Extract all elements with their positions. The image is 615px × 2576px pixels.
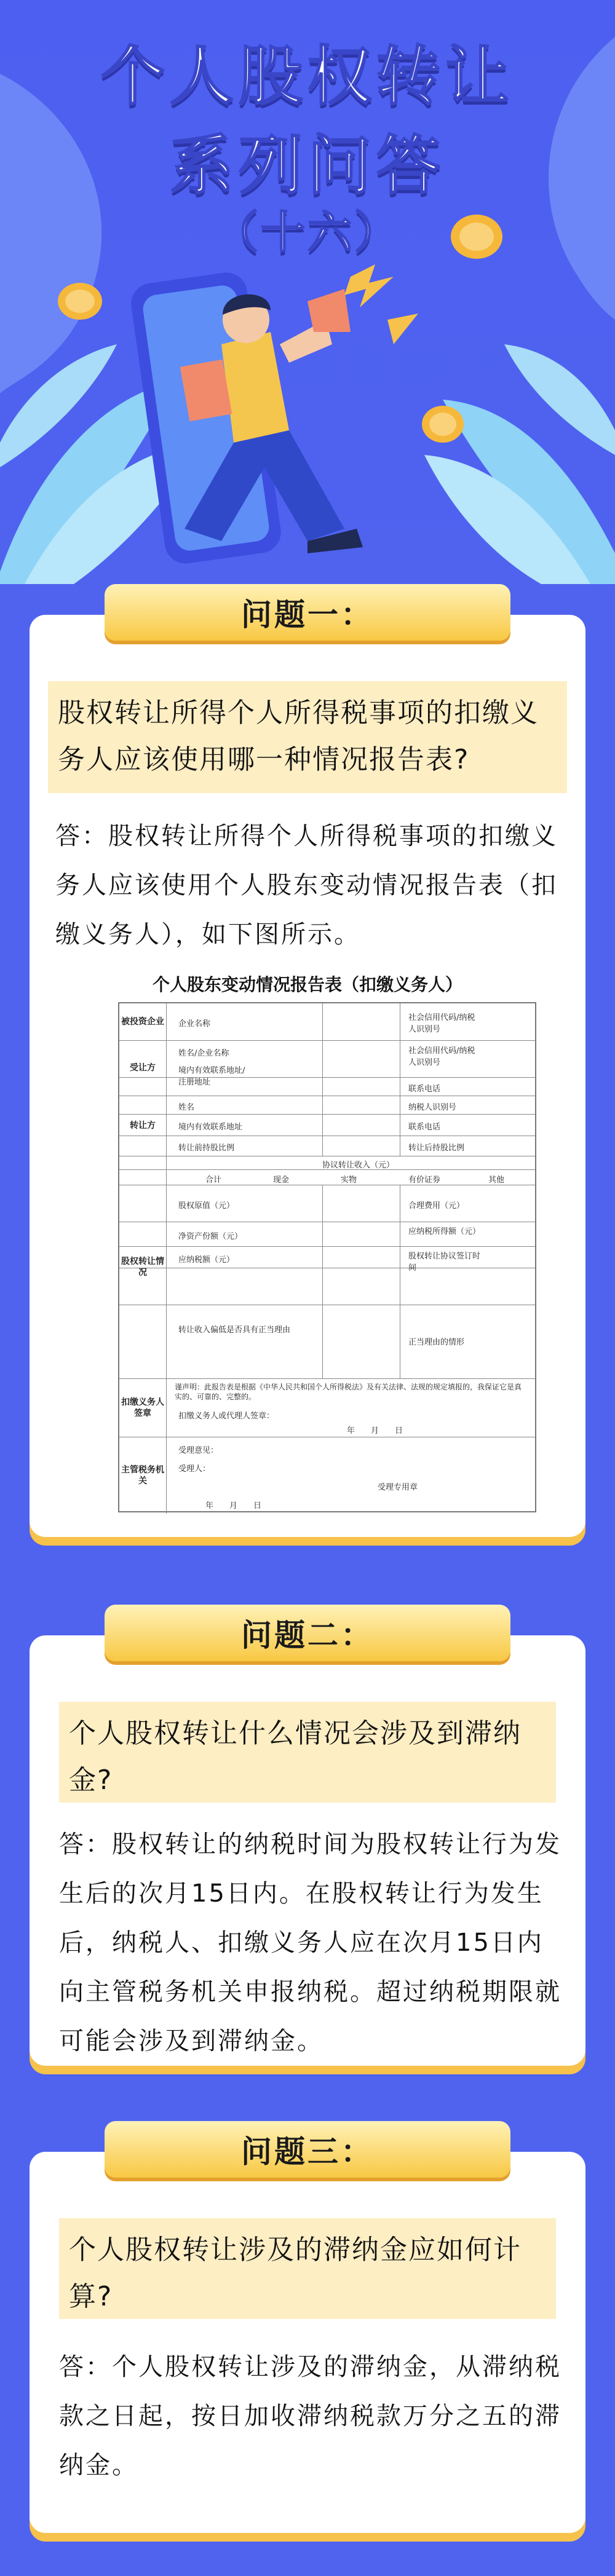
section-withholder: 扣缴义务人签章: [121, 1397, 164, 1418]
label-fees: 合理费用（元）: [408, 1201, 465, 1211]
label-cash: 现金: [273, 1175, 290, 1185]
label-equity-after: 转让后持股比例: [408, 1144, 465, 1153]
label-withholder-sign: 扣缴义务人或代理人签章：: [178, 1412, 275, 1421]
qa-tab-1: 问题一：: [105, 584, 510, 641]
label-total: 合计: [205, 1175, 222, 1185]
qa-card-2: [30, 1618, 585, 2066]
label-address: 境内有效联系地址/注册地址: [178, 1066, 245, 1087]
hero-banner: [0, 0, 615, 584]
label-equity-before: 转让前持股比例: [178, 1144, 235, 1153]
label-accept-opinion: 受理意见：: [178, 1446, 219, 1455]
section-transferor: 转让方: [130, 1121, 156, 1131]
label-name-2: 姓名: [178, 1103, 195, 1112]
label-declare: 谨声明：此报告表是根据《中华人民共和国个人所得税法》及有关法律、法规的规定填报的，我保证它是真实的、可靠的、完整的。: [175, 1383, 522, 1401]
question-3: 个人股权转让涉及的滞纳金应如何计算?: [59, 2218, 556, 2319]
label-sign-time: 股权转让协议签订时间: [408, 1252, 481, 1273]
label-company-name: 企业名称: [178, 1019, 211, 1029]
label-address-2: 境内有效联系地址: [178, 1123, 243, 1132]
label-price-header: 协议转让收入（元）: [322, 1161, 395, 1170]
label-contact: 联系电话: [408, 1085, 441, 1094]
page-title-line1: 个人股权转让: [100, 39, 514, 114]
label-taxable: 应纳税所得额（元）: [408, 1227, 481, 1236]
section-transfer: 股权转让情况: [121, 1257, 164, 1278]
label-acceptor: 受理人：: [178, 1464, 211, 1474]
qa-card-3: [30, 2134, 585, 2533]
label-date-1: 年 月 日: [347, 1426, 403, 1436]
label-securities: 有价证券: [408, 1175, 441, 1185]
label-taxid: 纳税人识别号: [408, 1103, 457, 1112]
qa-tab-3: 问题三：: [105, 2121, 510, 2178]
label-reason: 正当理由的情形: [408, 1338, 465, 1347]
label-other: 其他: [488, 1175, 505, 1185]
label-name: 姓名/企业名称: [178, 1049, 229, 1058]
section-tax-office: 主管税务机关: [121, 1464, 164, 1486]
tax-report-form: [118, 1002, 536, 1512]
question-1: 股权转让所得个人所得税事项的扣缴义务人应该使用哪一种情况报告表?: [48, 681, 567, 793]
label-low-price: 转让收入偏低是否具有正当理由: [178, 1326, 291, 1335]
page-title-line3: （十六）: [213, 207, 401, 258]
section-company: 被投资企业: [121, 1017, 164, 1027]
qa-card-1: [30, 597, 585, 1537]
label-contact-2: 联系电话: [408, 1123, 441, 1132]
qa-tab-2: 问题二：: [105, 1605, 510, 1661]
section-transferee: 受让方: [130, 1063, 156, 1073]
question-2: 个人股权转让什么情况会涉及到滞纳金?: [59, 1702, 556, 1803]
answer-3: 答：个人股权转让涉及的滞纳金，从滞纳税款之日起，按日加收滞纳税款万分之五的滞纳金。: [59, 2353, 561, 2479]
label-net-assets: 净资产份额（元）: [178, 1232, 243, 1241]
answer-2: 答：股权转让的纳税时间为股权转让行为发生后的次月15日内。在股权转让行为发生后，纳税人、扣缴义务人应在次月15日内向主管税务机关申报纳税。超过纳税期限就可能会涉及到滞纳金。: [59, 1830, 561, 2055]
label-credit-code-2: 社会信用代码/纳税人识别号: [408, 1046, 475, 1067]
label-cost: 股权原值（元）: [178, 1201, 235, 1211]
label-tax-due: 应纳税额（元）: [178, 1255, 235, 1265]
label-seal: 受理专用章: [378, 1483, 418, 1492]
label-date-2: 年 月 日: [205, 1501, 262, 1511]
page-title-line2: 系列问答: [169, 128, 445, 203]
label-credit-code: 社会信用代码/纳税人识别号: [408, 1013, 475, 1034]
label-kind: 实物: [341, 1175, 357, 1185]
form-title: 个人股东变动情况报告表（扣缴义务人）: [152, 974, 462, 995]
answer-1: 答：股权转让所得个人所得税事项的扣缴义务人应该使用个人股东变动情况报告表（扣缴义务人），如下图所示。: [55, 822, 558, 949]
